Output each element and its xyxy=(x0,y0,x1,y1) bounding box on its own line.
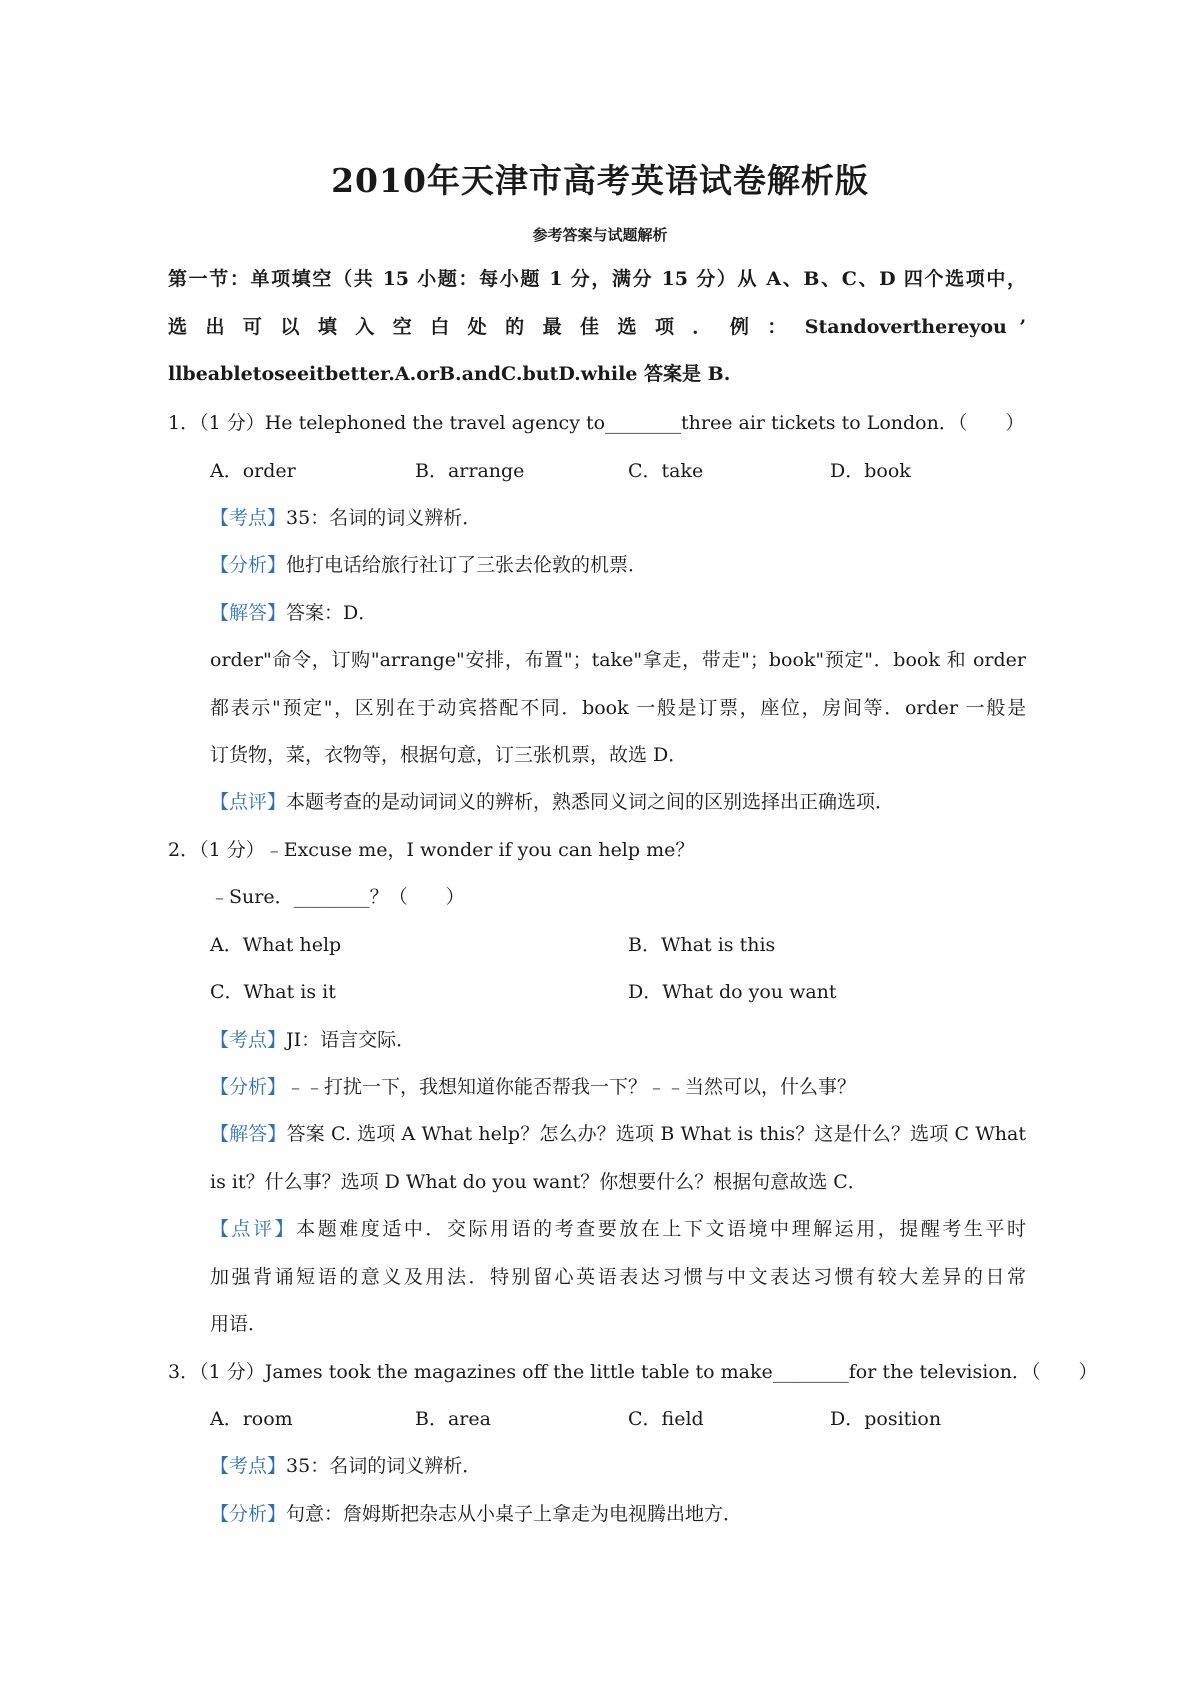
q1-dianping xyxy=(210,790,894,814)
q3-option-b: B．area xyxy=(415,1408,491,1430)
q2-dianping xyxy=(210,1217,1026,1241)
q1-option-c: C．take xyxy=(628,460,704,482)
dianping-tag: 【点评】 xyxy=(210,1218,297,1240)
q2-dianping-line-2: 加强背诵短语的意义及用法．特别留心英语表达习惯与中文表达习惯有较大差异的日常 xyxy=(210,1266,1026,1288)
q2-jieda xyxy=(210,1122,1026,1146)
fenxi-tag: 【分析】 xyxy=(210,554,287,576)
q1-explanation-line-2: 都表示"预定"，区别在于动宾搭配不同．book 一般是订票，座位，房间等．order 一般是 xyxy=(210,697,1026,719)
fenxi-text: 他打电话给旅行社订了三张去伦敦的机票． xyxy=(286,554,648,576)
page-subtitle: 参考答案与试题解析 xyxy=(532,226,668,244)
question-1-stem: 1．（1 分）He telephoned the travel agency to________three air tickets to London．（ ） xyxy=(168,412,1025,434)
jieda-text: 答案：D． xyxy=(286,602,378,624)
q1-explanation-line-3: 订货物，菜，衣物等，根据句意，订三张机票，故选 D． xyxy=(210,744,688,766)
fenxi-tag: 【分析】 xyxy=(210,1503,287,1525)
q1-jieda xyxy=(210,601,377,625)
kaodian-tag: 【考点】 xyxy=(210,1029,287,1051)
jieda-text: 答案 C. 选项 A What help？怎么办？选项 B What is this？这是什么？选项 C What xyxy=(286,1123,1026,1145)
kaodian-text: 35：名词的词义辨析． xyxy=(286,507,482,529)
fenxi-text: ﹣﹣打扰一下，我想知道你能否帮我一下？﹣﹣当然可以，什么事？ xyxy=(286,1076,857,1098)
kaodian-tag: 【考点】 xyxy=(210,1455,287,1477)
q2-kaodian xyxy=(210,1028,415,1052)
question-2-stem-line-2: ﹣Sure．________？（ ） xyxy=(210,886,465,908)
fenxi-text: 句意：詹姆斯把杂志从小桌子上拿走为电视腾出地方． xyxy=(286,1503,743,1525)
section-instructions-line-1: 第一节：单项填空（共 15 小题：每小题 1 分，满分 15 分）从 A、B、C、D 四个选项中， xyxy=(168,268,1026,290)
q2-option-d: D．What do you want xyxy=(628,981,837,1003)
q3-option-c: C．field xyxy=(628,1408,704,1430)
q2-dianping-line-3: 用语． xyxy=(210,1313,268,1335)
q3-option-a: A．room xyxy=(210,1408,293,1430)
q1-option-b: B．arrange xyxy=(415,460,525,482)
question-2-stem: 2．（1 分）﹣Excuse me，I wonder if you can help me？ xyxy=(168,839,695,861)
page-title: 2010年天津市高考英语试卷解析版 xyxy=(331,161,869,200)
q1-option-a: A．order xyxy=(210,460,296,482)
section-instructions-line-2: 选 出 可 以 填 入 空 白 处 的 最 佳 选 项 ． 例 ： Standoverthereyou ’ xyxy=(168,316,1026,338)
q2-option-a: A．What help xyxy=(210,934,342,956)
q1-option-d: D．book xyxy=(830,460,911,482)
q1-fenxi xyxy=(210,553,647,577)
kaodian-tag: 【考点】 xyxy=(210,507,287,529)
q3-option-d: D．position xyxy=(830,1408,942,1430)
dianping-text: 本题考查的是动词词义的辨析，熟悉同义词之间的区别选择出正确选项． xyxy=(286,791,895,813)
kaodian-text: JI：语言交际． xyxy=(286,1029,416,1051)
q1-kaodian xyxy=(210,506,481,530)
section-instructions-line-3: llbeabletoseeitbetter.A.orB.andC.butD.while 答案是 B. xyxy=(168,363,731,385)
jieda-tag: 【解答】 xyxy=(210,602,287,624)
q2-option-c: C．What is it xyxy=(210,981,336,1003)
kaodian-text: 35：名词的词义辨析． xyxy=(286,1455,482,1477)
dianping-tag: 【点评】 xyxy=(210,791,287,813)
q2-option-b: B．What is this xyxy=(628,934,776,956)
q3-kaodian xyxy=(210,1454,481,1478)
fenxi-tag: 【分析】 xyxy=(210,1076,287,1098)
q2-fenxi xyxy=(210,1075,856,1099)
dianping-text: 本题难度适中．交际用语的考查要放在上下文语境中理解运用，提醒考生平时 xyxy=(296,1218,1026,1240)
q1-explanation-line-1: order"命令，订购"arrange"安排，布置"；take"拿走，带走"；book"预定"．book 和 order xyxy=(210,649,1026,671)
q3-fenxi xyxy=(210,1502,742,1526)
question-3-stem: 3．（1 分）James took the magazines off the little table to make________for the television．（ ） xyxy=(168,1361,1098,1383)
q2-jieda-line-2: is it？什么事？选项 D What do you want？你想要什么？根据句意故选 C． xyxy=(210,1171,867,1193)
jieda-tag: 【解答】 xyxy=(210,1123,287,1145)
